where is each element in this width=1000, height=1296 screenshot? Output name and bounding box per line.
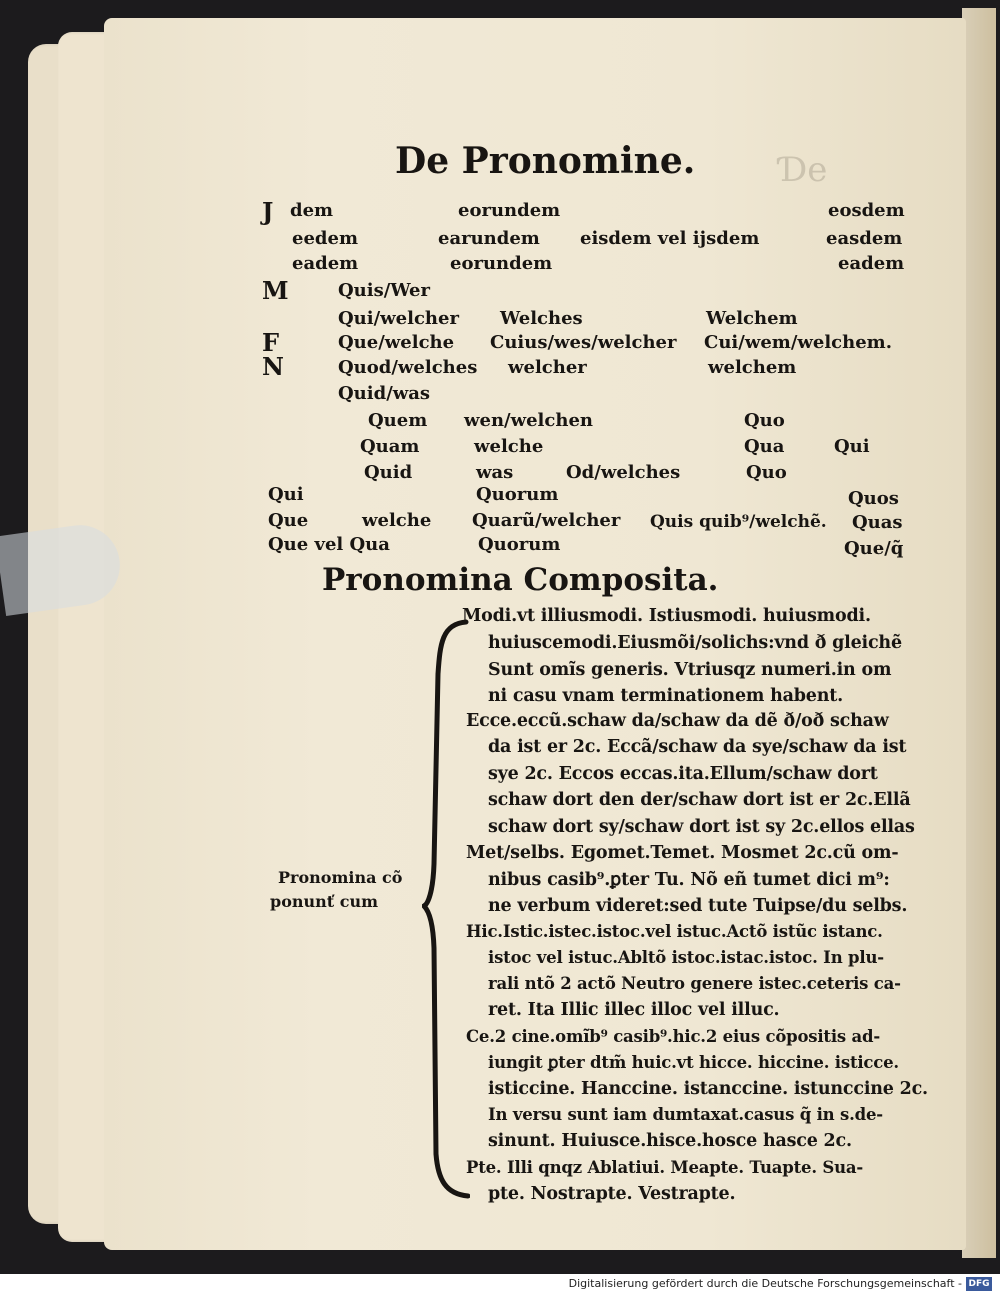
text-line: schaw dort sy/schaw dort ist sy 2c.ellos ellas xyxy=(488,817,915,837)
table-cell: eorundem xyxy=(450,253,553,274)
text-line: ret. Ita Illic illec illoc vel illuc. xyxy=(488,1000,780,1020)
initial-letter: J xyxy=(262,197,274,226)
table-cell: Quorum xyxy=(478,534,561,555)
text-line: isticcine. Hanccine. istanccine. istunccine 2c. xyxy=(488,1079,928,1099)
text-line: pte. Nostrapte. Vestrapte. xyxy=(488,1184,736,1204)
row-label: N xyxy=(262,352,284,381)
table-cell: Quo xyxy=(746,462,787,483)
table-cell: Quos xyxy=(848,488,899,509)
table-cell: Quis quib⁹/welchẽ. xyxy=(650,512,827,532)
table-cell: welche xyxy=(474,436,544,457)
text-line: Ce.2 cine.omĩb⁹ casib⁹.hic.2 eius cõpositis ad- xyxy=(466,1027,881,1046)
table-cell: welche xyxy=(362,510,432,531)
table-cell: Que/q̃ xyxy=(844,538,904,559)
table-cell: Quorum xyxy=(476,484,559,505)
text-line: da ist er 2c. Eccã/schaw da sye/schaw da ist xyxy=(488,737,907,757)
table-cell: Welchem xyxy=(706,308,798,329)
table-cell: earundem xyxy=(438,228,540,249)
text-line: ni casu vnam terminationem habent. xyxy=(488,686,844,706)
table-cell: Quid/was xyxy=(338,383,431,404)
table-cell: eedem xyxy=(292,228,358,249)
text-line: sye 2c. Eccos eccas.ita.Ellum/schaw dort xyxy=(488,764,878,784)
funding-credit: Digitalisierung gefördert durch die Deutsche Forschungsgemeinschaft - xyxy=(568,1277,962,1290)
table-cell: Qui/welcher xyxy=(338,308,459,329)
table-cell: Que/welche xyxy=(338,332,455,353)
text-line: istoc vel istuc.Abltõ istoc.istac.istoc. In plu- xyxy=(488,948,884,967)
table-cell: eisdem vel ijsdem xyxy=(580,228,760,249)
table-cell: welchem xyxy=(708,357,797,378)
text-line: nibus casib⁹.ꝑter Tu. Nõ eñ tumet dici m⁹: xyxy=(488,870,890,890)
text-line: Modi.vt illiusmodi. Istiusmodi. huiusmodi. xyxy=(462,606,871,626)
table-cell: Quarũ/welcher xyxy=(472,510,621,531)
table-cell: easdem xyxy=(826,228,903,249)
table-cell: Quem xyxy=(368,410,428,431)
table-cell: eadem xyxy=(838,253,905,274)
text-line: Met/selbs. Egomet.Temet. Mosmet 2c.cũ om- xyxy=(466,843,899,863)
table-cell: Quo xyxy=(744,410,785,431)
table-cell: was xyxy=(476,462,514,483)
dfg-logo: DFG xyxy=(966,1277,992,1291)
text-line: Pte. Illi qnqz Ablatiui. Meapte. Tuapte. Sua- xyxy=(466,1158,864,1177)
table-cell: Que vel Qua xyxy=(268,534,390,555)
table-cell: Quid xyxy=(364,462,413,483)
table-cell: eorundem xyxy=(458,200,561,221)
page-title: De Pronomine. xyxy=(395,140,696,182)
text-line: rali ntõ 2 actõ Neutro genere istec.ceteris ca- xyxy=(488,974,901,993)
table-cell: eadem xyxy=(292,253,359,274)
table-cell: Quod/welches xyxy=(338,357,478,378)
text-line: Sunt omĩs generis. Vtriusqz numeri.in om xyxy=(488,660,892,680)
table-cell: wen/welchen xyxy=(464,410,593,431)
side-note-line: ponunť cum xyxy=(270,892,379,911)
table-cell: Quis/Wer xyxy=(338,280,430,301)
side-note-line: Pronomina cõ xyxy=(278,868,403,887)
table-cell: Que xyxy=(268,510,309,531)
curly-brace xyxy=(422,614,470,1200)
table-cell: dem xyxy=(290,200,334,221)
table-cell: eosdem xyxy=(828,200,905,221)
show-through: Ɗe xyxy=(780,150,828,190)
book-fore-edge xyxy=(962,8,996,1258)
text-line: Ecce.eccũ.schaw da/schaw da dẽ ð/oð schaw xyxy=(466,711,889,731)
text-line: Hic.Istic.istec.istoc.vel istuc.Actõ istũc istanc. xyxy=(466,922,883,941)
text-line: schaw dort den der/schaw dort ist er 2c.Ellã xyxy=(488,790,911,810)
text-line: huiuscemodi.Eiusmõi/solichs:vnd ð gleichẽ xyxy=(488,633,902,653)
row-label: F xyxy=(262,328,280,357)
table-cell: Qui xyxy=(268,484,304,505)
table-cell: Quas xyxy=(852,512,903,533)
text-line: iungit ꝑter dtm̃ huic.vt hicce. hiccine. isticce. xyxy=(488,1053,899,1072)
table-cell: Quam xyxy=(360,436,420,457)
table-cell: Cuius/wes/welcher xyxy=(490,332,677,353)
row-label: M xyxy=(262,276,289,305)
section-title: Pronomina Composita. xyxy=(322,562,719,598)
text-line: In versu sunt iam dumtaxat.casus q̃ in s.de- xyxy=(488,1105,883,1124)
table-cell: Welches xyxy=(500,308,583,329)
table-cell: Qua xyxy=(744,436,785,457)
table-cell: Qui xyxy=(834,436,870,457)
text-line: ne verbum videret:sed tute Tuipse/du selbs. xyxy=(488,896,908,916)
text-line: sinunt. Huiusce.hisce.hosce hasce 2c. xyxy=(488,1131,852,1151)
table-cell: Cui/wem/welchem. xyxy=(704,332,892,353)
table-cell: Od/welches xyxy=(566,462,681,483)
table-cell: welcher xyxy=(508,357,587,378)
